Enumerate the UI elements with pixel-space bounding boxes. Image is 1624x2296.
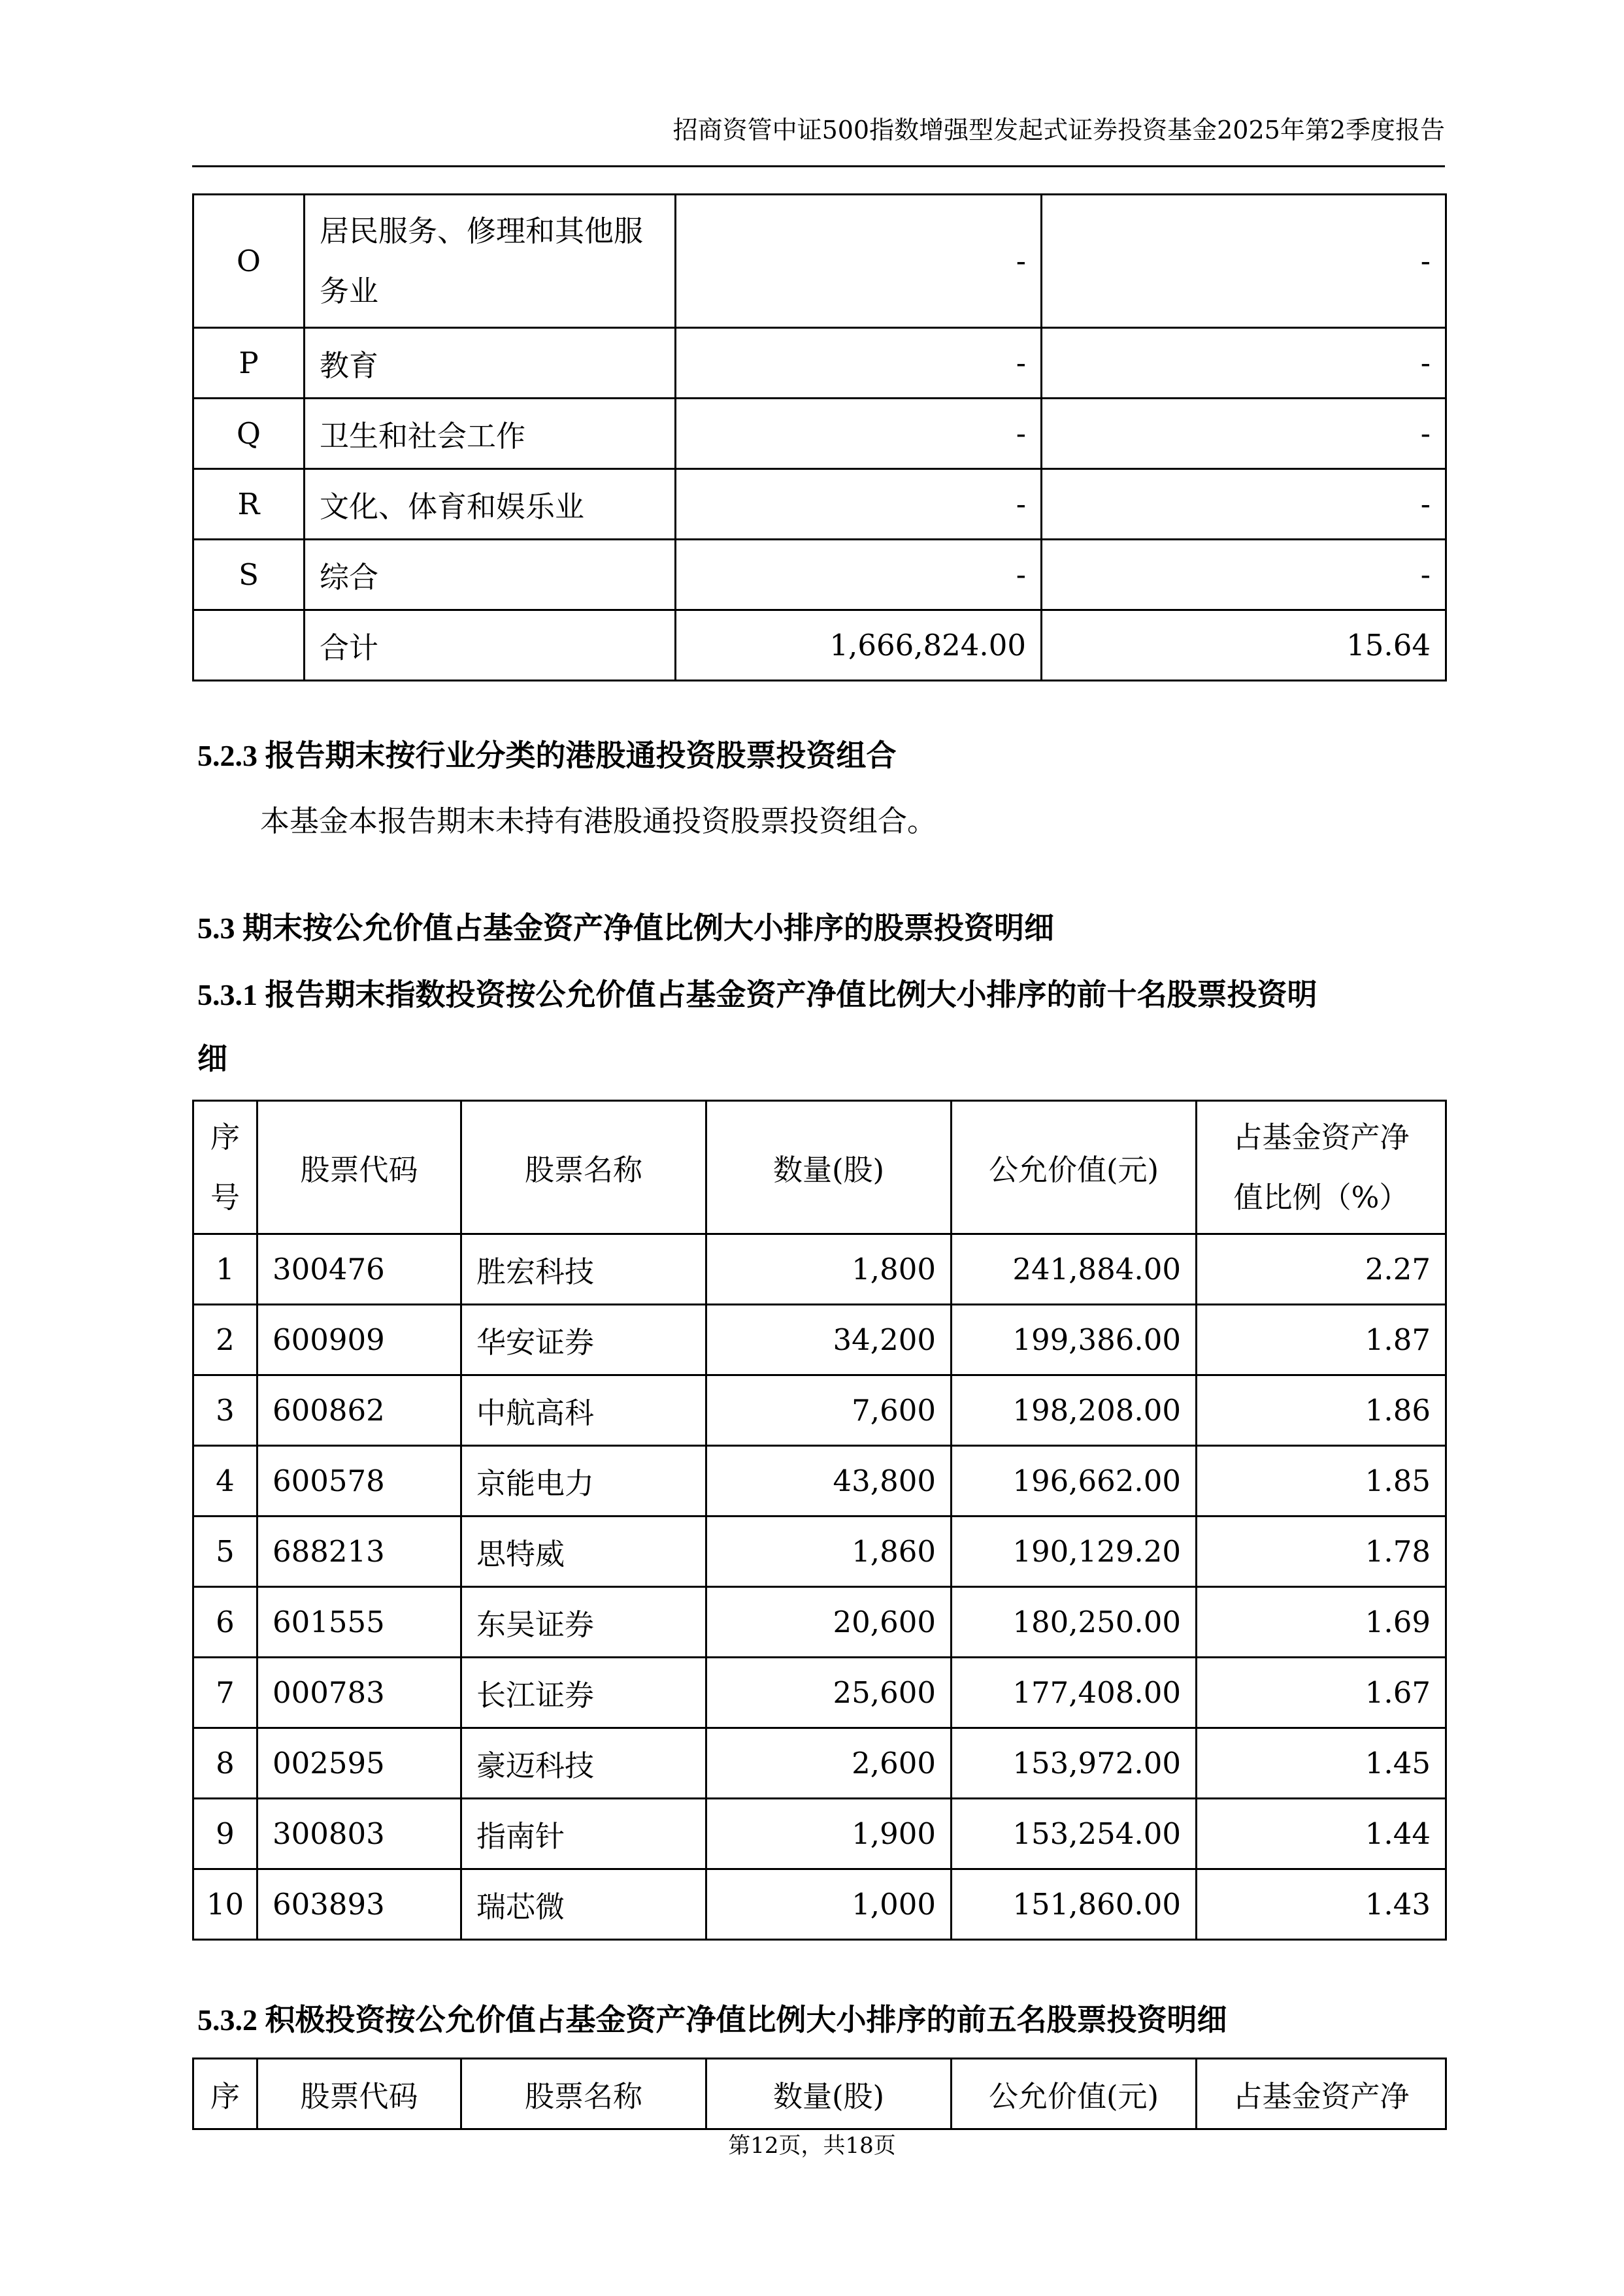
stock-seq: 1 bbox=[193, 1234, 257, 1305]
industry-name: 综合 bbox=[305, 540, 676, 610]
stock-name: 中航高科 bbox=[461, 1375, 706, 1446]
table-row bbox=[193, 1517, 1446, 1587]
industry-code: S bbox=[193, 540, 305, 610]
stock-code: 600862 bbox=[257, 1375, 461, 1446]
top-ten-stocks-table bbox=[192, 1100, 1447, 1941]
stock-seq: 8 bbox=[193, 1728, 257, 1799]
stock-name: 豪迈科技 bbox=[461, 1728, 706, 1799]
stock-ratio: 1.85 bbox=[1197, 1446, 1446, 1517]
stock-fair-value: 151,860.00 bbox=[952, 1869, 1197, 1940]
industry-code: Q bbox=[193, 399, 305, 469]
industry-ratio: - bbox=[1042, 328, 1446, 399]
stock-fair-value: 190,129.20 bbox=[952, 1517, 1197, 1587]
industry-name: 卫生和社会工作 bbox=[305, 399, 676, 469]
stock-ratio: 1.43 bbox=[1197, 1869, 1446, 1940]
stock-seq: 5 bbox=[193, 1517, 257, 1587]
table-row bbox=[193, 1728, 1446, 1799]
industry-value: - bbox=[676, 328, 1042, 399]
table-row bbox=[193, 1305, 1446, 1375]
section-body-5-2-3: 本基金本报告期末未持有港股通投资股票投资组合。 bbox=[260, 804, 937, 838]
industry-value: - bbox=[676, 399, 1042, 469]
stock-ratio: 1.67 bbox=[1197, 1658, 1446, 1728]
table-row bbox=[193, 540, 1446, 610]
stock-seq: 7 bbox=[193, 1658, 257, 1728]
stock-name: 胜宏科技 bbox=[461, 1234, 706, 1305]
industry-name: 居民服务、修理和其他服务业 bbox=[305, 195, 676, 328]
industry-ratio: - bbox=[1042, 469, 1446, 540]
stock-fair-value: 199,386.00 bbox=[952, 1305, 1197, 1375]
section-heading-5-3-1: 5.3.1 报告期末指数投资按公允价值占基金资产净值比例大小排序的前十名股票投资明 bbox=[197, 978, 1317, 1011]
stock-fair-value: 153,254.00 bbox=[952, 1799, 1197, 1869]
stock-code: 600578 bbox=[257, 1446, 461, 1517]
stock-name: 华安证券 bbox=[461, 1305, 706, 1375]
column-header-seq-line1: 序 bbox=[210, 1119, 240, 1155]
stock-seq: 4 bbox=[193, 1446, 257, 1517]
stock-name: 瑞芯微 bbox=[461, 1869, 706, 1940]
stock-qty: 20,600 bbox=[706, 1587, 952, 1658]
industry-value: 1,666,824.00 bbox=[676, 610, 1042, 681]
stock-code: 601555 bbox=[257, 1587, 461, 1658]
column-header-seq-line2: 号 bbox=[210, 1179, 240, 1215]
stock-fair-value: 198,208.00 bbox=[952, 1375, 1197, 1446]
section-heading-5-3: 5.3 期末按公允价值占基金资产净值比例大小排序的股票投资明细 bbox=[197, 911, 1054, 945]
industry-ratio: - bbox=[1042, 399, 1446, 469]
stock-fair-value: 180,250.00 bbox=[952, 1587, 1197, 1658]
column-header-ratio-line1: 占基金资产净 bbox=[1233, 1119, 1410, 1155]
industry-ratio: 15.64 bbox=[1042, 610, 1446, 681]
stock-seq: 9 bbox=[193, 1799, 257, 1869]
stock-qty: 1,000 bbox=[706, 1869, 952, 1940]
stock-qty: 1,800 bbox=[706, 1234, 952, 1305]
stock-ratio: 2.27 bbox=[1197, 1234, 1446, 1305]
column-header-fair-value: 公允价值(元) bbox=[952, 2059, 1197, 2129]
stock-ratio: 1.87 bbox=[1197, 1305, 1446, 1375]
stock-ratio: 1.45 bbox=[1197, 1728, 1446, 1799]
column-header-ratio bbox=[1197, 1101, 1446, 1234]
stock-code: 300803 bbox=[257, 1799, 461, 1869]
table-row bbox=[193, 399, 1446, 469]
stock-qty: 1,860 bbox=[706, 1517, 952, 1587]
industry-name: 教育 bbox=[305, 328, 676, 399]
industry-ratio: - bbox=[1042, 195, 1446, 328]
stock-name: 思特威 bbox=[461, 1517, 706, 1587]
report-header-title: 招商资管中证500指数增强型发起式证券投资基金2025年第2季度报告 bbox=[672, 116, 1445, 144]
section-heading-5-2-3: 5.2.3 报告期末按行业分类的港股通投资股票投资组合 bbox=[197, 739, 897, 772]
column-header-name: 股票名称 bbox=[461, 2059, 706, 2129]
table-row-total bbox=[193, 610, 1446, 681]
stock-qty: 1,900 bbox=[706, 1799, 952, 1869]
industry-code bbox=[193, 610, 305, 681]
stock-qty: 25,600 bbox=[706, 1658, 952, 1728]
table-row bbox=[193, 469, 1446, 540]
table-row bbox=[193, 328, 1446, 399]
stock-name: 京能电力 bbox=[461, 1446, 706, 1517]
industry-value: - bbox=[676, 469, 1042, 540]
stock-qty: 2,600 bbox=[706, 1728, 952, 1799]
stock-fair-value: 241,884.00 bbox=[952, 1234, 1197, 1305]
stock-name: 指南针 bbox=[461, 1799, 706, 1869]
stock-ratio: 1.78 bbox=[1197, 1517, 1446, 1587]
industry-table bbox=[192, 193, 1447, 681]
stock-seq: 10 bbox=[193, 1869, 257, 1940]
top-five-active-stocks-table bbox=[192, 2058, 1447, 2130]
column-header-ratio-line2: 值比例（%） bbox=[1233, 1179, 1409, 1215]
table-row bbox=[193, 1446, 1446, 1517]
industry-name: 合计 bbox=[305, 610, 676, 681]
stock-ratio: 1.86 bbox=[1197, 1375, 1446, 1446]
table-header-row bbox=[193, 1101, 1446, 1234]
table-row bbox=[193, 1658, 1446, 1728]
stock-qty: 34,200 bbox=[706, 1305, 952, 1375]
stock-ratio: 1.44 bbox=[1197, 1799, 1446, 1869]
section-heading-5-3-1-cont: 细 bbox=[197, 1042, 227, 1075]
column-header-fair-value: 公允价值(元) bbox=[952, 1101, 1197, 1234]
table-header-row bbox=[193, 2059, 1446, 2129]
stock-code: 300476 bbox=[257, 1234, 461, 1305]
column-header-name: 股票名称 bbox=[461, 1101, 706, 1234]
stock-seq: 2 bbox=[193, 1305, 257, 1375]
table-row bbox=[193, 195, 1446, 328]
industry-value: - bbox=[676, 540, 1042, 610]
stock-name: 东吴证券 bbox=[461, 1587, 706, 1658]
industry-code: O bbox=[193, 195, 305, 328]
column-header-seq: 序 bbox=[193, 2059, 257, 2129]
column-header-seq bbox=[193, 1101, 257, 1234]
stock-seq: 3 bbox=[193, 1375, 257, 1446]
stock-name: 长江证券 bbox=[461, 1658, 706, 1728]
table-row bbox=[193, 1587, 1446, 1658]
stock-qty: 7,600 bbox=[706, 1375, 952, 1446]
stock-fair-value: 196,662.00 bbox=[952, 1446, 1197, 1517]
stock-code: 603893 bbox=[257, 1869, 461, 1940]
industry-value: - bbox=[676, 195, 1042, 328]
header-divider bbox=[192, 165, 1445, 167]
table-row bbox=[193, 1375, 1446, 1446]
column-header-qty: 数量(股) bbox=[706, 1101, 952, 1234]
section-heading-5-3-2: 5.3.2 积极投资按公允价值占基金资产净值比例大小排序的前五名股票投资明细 bbox=[197, 2003, 1227, 2037]
industry-code: R bbox=[193, 469, 305, 540]
stock-ratio: 1.69 bbox=[1197, 1587, 1446, 1658]
stock-code: 000783 bbox=[257, 1658, 461, 1728]
stock-code: 688213 bbox=[257, 1517, 461, 1587]
industry-ratio: - bbox=[1042, 540, 1446, 610]
stock-code: 600909 bbox=[257, 1305, 461, 1375]
page-number: 第12页，共18页 bbox=[728, 2133, 896, 2159]
column-header-code: 股票代码 bbox=[257, 2059, 461, 2129]
stock-code: 002595 bbox=[257, 1728, 461, 1799]
industry-code: P bbox=[193, 328, 305, 399]
table-row bbox=[193, 1234, 1446, 1305]
column-header-code: 股票代码 bbox=[257, 1101, 461, 1234]
industry-name: 文化、体育和娱乐业 bbox=[305, 469, 676, 540]
table-row bbox=[193, 1869, 1446, 1940]
column-header-ratio: 占基金资产净 bbox=[1197, 2059, 1446, 2129]
column-header-qty: 数量(股) bbox=[706, 2059, 952, 2129]
table-row bbox=[193, 1799, 1446, 1869]
stock-seq: 6 bbox=[193, 1587, 257, 1658]
stock-qty: 43,800 bbox=[706, 1446, 952, 1517]
stock-fair-value: 153,972.00 bbox=[952, 1728, 1197, 1799]
stock-fair-value: 177,408.00 bbox=[952, 1658, 1197, 1728]
